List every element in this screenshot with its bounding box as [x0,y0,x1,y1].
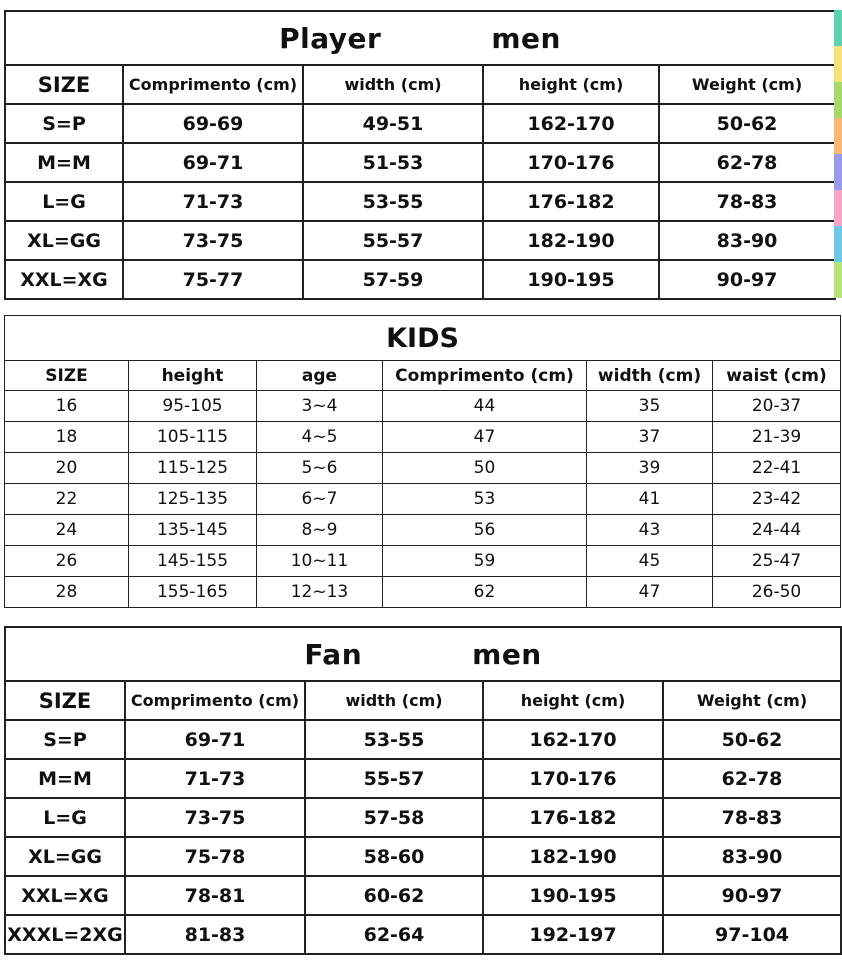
value-cell: 12~13 [257,577,383,608]
header-comprimento: Comprimento (cm) [383,361,587,391]
kids-title-row [5,316,841,361]
value-cell: 44 [383,391,587,422]
value-cell: 95-105 [129,391,257,422]
color-swatch [834,190,842,226]
size-cell: 16 [5,391,129,422]
fan-header-row [5,681,841,720]
table-row [5,104,835,143]
header-age: age [257,361,383,391]
table-row [5,260,835,299]
value-cell: 78-81 [125,876,305,915]
value-cell: 3~4 [257,391,383,422]
value-cell: 58-60 [305,837,483,876]
size-cell: L=G [5,182,123,221]
value-cell: 78-83 [663,798,841,837]
value-cell: 75-78 [125,837,305,876]
header-comprimento: Comprimento (cm) [125,681,305,720]
header-weight: Weight (cm) [659,65,835,104]
player-table-title [5,11,835,65]
value-cell: 73-75 [123,221,303,260]
table-row [5,182,835,221]
value-cell: 39 [587,453,713,484]
size-cell: XXL=XG [5,876,125,915]
value-cell: 115-125 [129,453,257,484]
player-title-row [5,11,835,65]
table-row [5,837,841,876]
fan-table-title [5,627,841,681]
size-cell: 22 [5,484,129,515]
value-cell: 50-62 [663,720,841,759]
size-cell: 26 [5,546,129,577]
value-cell: 53-55 [303,182,483,221]
table-row [5,453,841,484]
header-comprimento: Comprimento (cm) [123,65,303,104]
header-waist: waist (cm) [713,361,841,391]
value-cell: 50-62 [659,104,835,143]
value-cell: 25-47 [713,546,841,577]
header-width: width (cm) [305,681,483,720]
value-cell: 182-190 [483,221,659,260]
value-cell: 62-64 [305,915,483,954]
size-cell: 20 [5,453,129,484]
value-cell: 26-50 [713,577,841,608]
value-cell: 62 [383,577,587,608]
table-row [5,759,841,798]
kids-table-title: KIDS [5,316,841,361]
value-cell: 51-53 [303,143,483,182]
size-cell: S=P [5,720,125,759]
header-weight: Weight (cm) [663,681,841,720]
value-cell: 170-176 [483,143,659,182]
value-cell: 170-176 [483,759,663,798]
color-swatch [834,118,842,154]
value-cell: 62-78 [659,143,835,182]
header-width: width (cm) [303,65,483,104]
header-height: height (cm) [483,65,659,104]
table-row [5,221,835,260]
header-size: SIZE [5,681,125,720]
player-title-right: men [491,21,561,55]
value-cell: 162-170 [483,104,659,143]
table-row [5,720,841,759]
size-cell: 28 [5,577,129,608]
player-size-table [4,10,836,300]
value-cell: 145-155 [129,546,257,577]
value-cell: 71-73 [125,759,305,798]
value-cell: 73-75 [125,798,305,837]
size-cell: XXL=XG [5,260,123,299]
value-cell: 53-55 [305,720,483,759]
fan-size-table [4,626,842,955]
kids-size-table [4,315,841,608]
kids-header-row [5,361,841,391]
value-cell: 57-59 [303,260,483,299]
value-cell: 90-97 [659,260,835,299]
value-cell: 5~6 [257,453,383,484]
size-cell: XL=GG [5,221,123,260]
value-cell: 49-51 [303,104,483,143]
color-swatch [834,154,842,190]
table-row [5,422,841,453]
color-swatch [834,262,842,298]
color-swatch [834,82,842,118]
value-cell: 8~9 [257,515,383,546]
size-cell: L=G [5,798,125,837]
value-cell: 78-83 [659,182,835,221]
color-swatch [834,10,842,46]
size-cell: M=M [5,759,125,798]
table-row [5,143,835,182]
value-cell: 23-42 [713,484,841,515]
value-cell: 45 [587,546,713,577]
value-cell: 47 [587,577,713,608]
header-width: width (cm) [587,361,713,391]
size-cell: 24 [5,515,129,546]
table-row [5,876,841,915]
value-cell: 83-90 [663,837,841,876]
table-row [5,484,841,515]
fan-title-right: men [472,637,542,671]
value-cell: 125-135 [129,484,257,515]
value-cell: 55-57 [305,759,483,798]
value-cell: 97-104 [663,915,841,954]
table-row [5,391,841,422]
color-swatch [834,46,842,82]
value-cell: 37 [587,422,713,453]
table-row [5,577,841,608]
table-row [5,515,841,546]
table-row [5,546,841,577]
color-swatch [834,226,842,262]
player-header-row [5,65,835,104]
size-cell: XL=GG [5,837,125,876]
value-cell: 176-182 [483,798,663,837]
size-cell: XXXL=2XG [5,915,125,954]
value-cell: 21-39 [713,422,841,453]
value-cell: 69-69 [123,104,303,143]
value-cell: 50 [383,453,587,484]
value-cell: 6~7 [257,484,383,515]
value-cell: 60-62 [305,876,483,915]
table-row [5,915,841,954]
value-cell: 83-90 [659,221,835,260]
header-size: SIZE [5,65,123,104]
value-cell: 182-190 [483,837,663,876]
value-cell: 20-37 [713,391,841,422]
value-cell: 57-58 [305,798,483,837]
value-cell: 35 [587,391,713,422]
value-cell: 56 [383,515,587,546]
header-height: height (cm) [483,681,663,720]
size-cell: M=M [5,143,123,182]
value-cell: 176-182 [483,182,659,221]
value-cell: 59 [383,546,587,577]
value-cell: 192-197 [483,915,663,954]
value-cell: 105-115 [129,422,257,453]
decorative-color-strip [834,10,842,300]
size-cell: S=P [5,104,123,143]
header-size: SIZE [5,361,129,391]
value-cell: 190-195 [483,260,659,299]
fan-title-left: Fan [304,637,363,671]
value-cell: 4~5 [257,422,383,453]
value-cell: 47 [383,422,587,453]
value-cell: 69-71 [123,143,303,182]
value-cell: 22-41 [713,453,841,484]
value-cell: 62-78 [663,759,841,798]
value-cell: 162-170 [483,720,663,759]
value-cell: 41 [587,484,713,515]
value-cell: 43 [587,515,713,546]
value-cell: 55-57 [303,221,483,260]
value-cell: 10~11 [257,546,383,577]
value-cell: 190-195 [483,876,663,915]
value-cell: 75-77 [123,260,303,299]
value-cell: 69-71 [125,720,305,759]
value-cell: 53 [383,484,587,515]
value-cell: 135-145 [129,515,257,546]
value-cell: 24-44 [713,515,841,546]
value-cell: 155-165 [129,577,257,608]
player-title-left: Player [279,21,382,55]
value-cell: 71-73 [123,182,303,221]
value-cell: 81-83 [125,915,305,954]
table-row [5,798,841,837]
header-height: height [129,361,257,391]
value-cell: 90-97 [663,876,841,915]
fan-title-row [5,627,841,681]
size-cell: 18 [5,422,129,453]
